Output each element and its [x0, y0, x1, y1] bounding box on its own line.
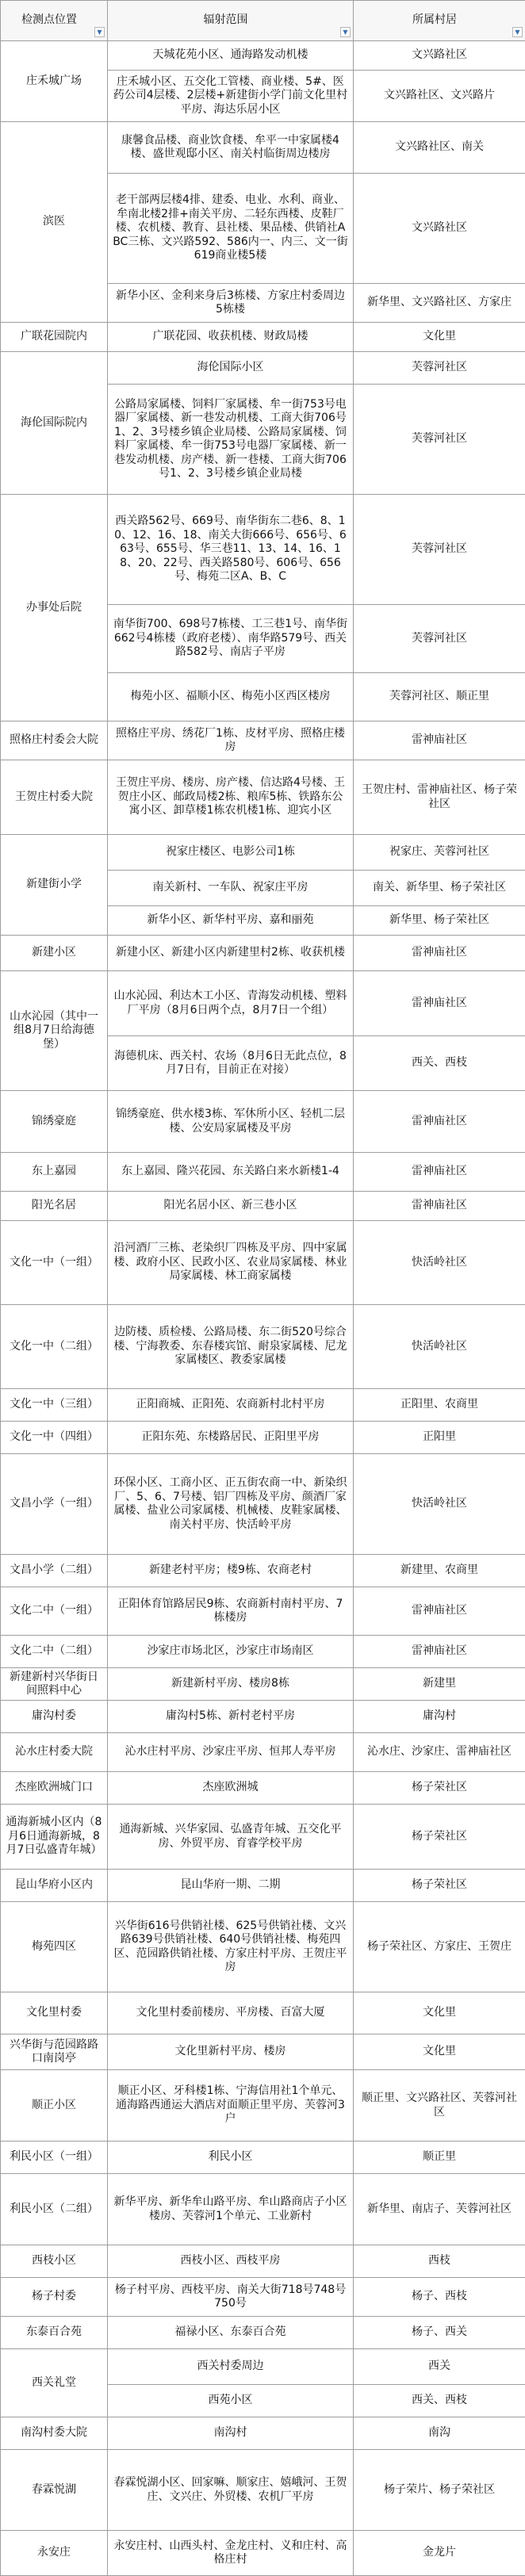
location-cell: 春霖悦湖 — [1, 2450, 108, 2531]
range-cell: 海德机床、西关村、农场（8月6日无此点位，8月7日有，目前正在对接） — [108, 1036, 354, 1091]
range-cell: 正阳体育馆路居民9栋、农商新村南村平房、7栋楼房 — [108, 1587, 354, 1636]
location-cell: 通海新城小区内（8月6日通海新城，8月7日弘盛青年城） — [1, 1805, 108, 1870]
village-cell: 文兴路社区 — [354, 174, 525, 284]
village-cell: 快活岭社区 — [354, 1305, 525, 1389]
table-row — [1, 2142, 525, 2174]
village-cell: 新华里、文兴路社区、方家庄 — [354, 284, 525, 323]
village-cell: 祝家庄、芙蓉河社区 — [354, 835, 525, 871]
village-cell: 杨子荣片、杨子荣社区 — [354, 2450, 525, 2531]
range-cell: 正阳东苑、东楼路居民、正阳里平房 — [108, 1422, 354, 1454]
table-row — [1, 2450, 525, 2531]
village-cell: 快活岭社区 — [354, 1221, 525, 1305]
header-row — [1, 1, 525, 41]
range-cell: 庄禾城小区、五交化工管楼、商业楼、5#、医药公司4层楼、2层楼+新建街小学门前文化里村平房、海达乐居小区 — [108, 71, 354, 122]
village-cell: 杨子荣社区、方家庄、王贺庄 — [354, 1902, 525, 1992]
village-cell: 雷神庙社区 — [354, 1636, 525, 1668]
range-cell: 公路局家属楼、饲料厂家属楼、牟一街753号电器厂家属楼、新一巷发动机楼、工商大街706号1、2、3号楼乡镇企业局楼、公路局家属楼、饲料厂家属楼、牟一街753号电器厂家属楼、新一巷发动机楼、房产楼、新一巷楼、工商大街706号1、2、3号楼乡镇企业局楼 — [108, 385, 354, 495]
location-cell: 杨子村委 — [1, 2278, 108, 2317]
range-cell: 西苑小区 — [108, 2385, 354, 2417]
range-cell: 杰座欧洲城 — [108, 1772, 354, 1805]
table-row — [1, 323, 525, 352]
location-cell: 文昌小学（一组） — [1, 1454, 108, 1555]
village-cell: 雷神庙社区 — [354, 936, 525, 971]
table-row — [1, 1636, 525, 1668]
table-row — [1, 971, 525, 1036]
location-cell: 照格庄村委会大院 — [1, 722, 108, 760]
location-cell: 文化一中（二组） — [1, 1305, 108, 1389]
village-cell: 快活岭社区 — [354, 1454, 525, 1555]
table-row — [1, 1733, 525, 1772]
location-cell: 庸沟村委 — [1, 1701, 108, 1733]
village-cell: 杨子荣社区 — [354, 1805, 525, 1870]
village-cell: 杨子、西枝 — [354, 2278, 525, 2317]
table-row — [1, 1902, 525, 1992]
column-header-village[interactable] — [354, 1, 525, 41]
location-cell: 梅苑四区 — [1, 1902, 108, 1992]
range-cell: 环保小区、工商小区、正五街农商一中、新染织厂、5、6、7号楼、铝厂四栋及平房、颜酒厂家属楼、盐业公司家属楼、机械楼、皮鞋家属楼、南关村平房、快活岭平房 — [108, 1454, 354, 1555]
location-cell: 新建新村兴华街日间照料中心 — [1, 1668, 108, 1701]
range-cell: 昆山华府一期、二期 — [108, 1870, 354, 1902]
table-row — [1, 1422, 525, 1454]
village-cell: 西枝 — [354, 2245, 525, 2278]
village-cell: 正阳里、农商里 — [354, 1389, 525, 1422]
table-row — [1, 2245, 525, 2278]
village-cell: 文兴路社区、南关 — [354, 122, 525, 174]
location-cell: 文化二中（二组） — [1, 1636, 108, 1668]
range-cell: 海伦国际小区 — [108, 352, 354, 385]
village-cell: 雷神庙社区 — [354, 1153, 525, 1192]
village-cell: 雷神庙社区 — [354, 971, 525, 1036]
location-cell: 滨医 — [1, 122, 108, 323]
table-row — [1, 495, 525, 605]
range-cell: 通海新城、兴华家园、弘盛青年城、五交化平房、外贸平房、育睿学校平房 — [108, 1805, 354, 1870]
range-cell: 文化里村委前楼房、平房楼、百富大厦 — [108, 1992, 354, 2034]
village-cell: 顺正里、文兴路社区、芙蓉河社区 — [354, 2070, 525, 2142]
range-cell: 新华小区、新华村平房、嘉和丽苑 — [108, 906, 354, 936]
village-cell: 新华里、南店子、芙蓉河社区 — [354, 2174, 525, 2245]
village-cell: 文化里 — [354, 1992, 525, 2034]
table-row — [1, 1870, 525, 1902]
village-cell: 沁水庄、沙家庄、雷神庙社区 — [354, 1733, 525, 1772]
village-cell: 西关 — [354, 2349, 525, 2385]
location-cell: 西关礼堂 — [1, 2349, 108, 2417]
table-row — [1, 1555, 525, 1587]
location-cell: 文昌小学（二组） — [1, 1555, 108, 1587]
table-row — [1, 1221, 525, 1305]
range-cell: 南华街700、698号7栋楼、工三巷1号、南华街662号4栋楼（政府老楼）、南华路579号、西关路582号、南店子平房 — [108, 605, 354, 673]
range-cell: 顺正小区、牙科楼1栋、宁海信用社1个单元、通海路西通运大酒店对面顺正里平房、芙蓉河3户 — [108, 2070, 354, 2142]
range-cell: 新建小区、新建小区内新建里村2栋、收获机楼 — [108, 936, 354, 971]
location-cell: 文化一中（三组） — [1, 1389, 108, 1422]
range-cell: 广联花园、收获机楼、财政局楼 — [108, 323, 354, 352]
village-cell: 雷神庙社区 — [354, 1091, 525, 1153]
table-row — [1, 2278, 525, 2317]
village-cell: 金龙片 — [354, 2531, 525, 2576]
range-cell: 正阳商城、正阳苑、农商新村北村平房 — [108, 1389, 354, 1422]
table-row — [1, 760, 525, 835]
location-cell: 杰座欧洲城门口 — [1, 1772, 108, 1805]
dropdown-arrow-icon[interactable]: ▼ — [512, 27, 523, 37]
village-cell: 杨子、西关 — [354, 2317, 525, 2349]
village-cell: 王贺庄村、雷神庙社区、杨子荣社区 — [354, 760, 525, 835]
table-row — [1, 1701, 525, 1733]
location-cell: 昆山华府小区内 — [1, 1870, 108, 1902]
village-cell: 南沟 — [354, 2417, 525, 2450]
village-cell: 文兴路社区、文兴路片 — [354, 71, 525, 122]
range-cell: 春霖悦湖小区、回家嘛、顺家庄、嬉峨河、王贺庄、文兴庄、外贸楼、农机厂平房 — [108, 2450, 354, 2531]
location-cell: 山水沁园（其中一组8月7日给海德堡） — [1, 971, 108, 1091]
location-cell: 文化二中（一组） — [1, 1587, 108, 1636]
range-cell: 南沟村 — [108, 2417, 354, 2450]
range-cell: 庸沟村5栋、新村老村平房 — [108, 1701, 354, 1733]
table-row — [1, 41, 525, 71]
village-cell: 文化里 — [354, 323, 525, 352]
village-cell: 芙蓉河社区 — [354, 385, 525, 495]
table-row — [1, 2070, 525, 2142]
range-cell: 照格庄平房、绣花厂1栋、皮材平房、照格庄楼房 — [108, 722, 354, 760]
village-cell: 芙蓉河社区 — [354, 605, 525, 673]
table-row — [1, 352, 525, 385]
village-cell: 芙蓉河社区 — [354, 495, 525, 605]
table-row — [1, 936, 525, 971]
range-cell: 兴华街616号供销社楼、625号供销社楼、文兴路639号供销社楼、640号供销社楼、梅苑四区、范园路供销社楼、方家庄村平房、王贺庄平房 — [108, 1902, 354, 1992]
range-cell: 祝家庄楼区、电影公司1栋 — [108, 835, 354, 871]
table-row — [1, 1305, 525, 1389]
table-body — [1, 41, 525, 2576]
range-cell: 山水沁园、利达木工小区、青海发动机楼、塑料厂平房（8月6日两个点，8月7日一个组） — [108, 971, 354, 1036]
range-cell: 永安庄村、山西头村、金龙庄村、义和庄村、高格庄村 — [108, 2531, 354, 2576]
range-cell: 东上嘉园、隆兴花园、东关路白来水新楼1-4 — [108, 1153, 354, 1192]
range-cell: 锦绣豪庭、供水楼3栋、军休所小区、轻机二层楼、公安局家属楼及平房 — [108, 1091, 354, 1153]
column-header-range[interactable] — [108, 1, 354, 41]
range-cell: 沿河酒厂三栋、老染织厂四栋及平房、四中家属楼、政府小区、民政小区、农业局家属楼、林业局家属楼、林工商家属楼 — [108, 1221, 354, 1305]
village-cell: 杨子荣社区 — [354, 1870, 525, 1902]
range-cell: 王贺庄平房、楼房、房产楼、信达路4号楼、王贺庄小区、邮政局楼2栋、粮库5栋、铁路东公寓小区、卸草楼1栋农机楼1栋、迎宾小区 — [108, 760, 354, 835]
range-cell: 福禄小区、东泰百合苑 — [108, 2317, 354, 2349]
location-cell: 锦绣豪庭 — [1, 1091, 108, 1153]
village-cell: 芙蓉河社区 — [354, 352, 525, 385]
table-row — [1, 835, 525, 871]
range-cell: 南关新村、一车队、祝家庄平房 — [108, 871, 354, 906]
range-cell: 阳光名居小区、新三巷小区 — [108, 1192, 354, 1221]
table-row — [1, 1153, 525, 1192]
village-cell: 顺正里 — [354, 2142, 525, 2174]
range-cell: 利民小区 — [108, 2142, 354, 2174]
location-cell: 西枝小区 — [1, 2245, 108, 2278]
range-cell: 沁水庄村平房、沙家庄平房、恒邦人寿平房 — [108, 1733, 354, 1772]
village-cell: 雷神庙社区 — [354, 1192, 525, 1221]
village-cell: 西关、西枝 — [354, 1036, 525, 1091]
location-cell: 新建街小学 — [1, 835, 108, 936]
village-cell: 西关、西枝 — [354, 2385, 525, 2417]
location-cell: 办事处后院 — [1, 495, 108, 722]
column-header-label: 检测点位置 — [6, 13, 102, 28]
location-cell: 阳光名居 — [1, 1192, 108, 1221]
table-row — [1, 2174, 525, 2245]
location-cell: 新建小区 — [1, 936, 108, 971]
range-cell: 新建老村平房；楼9栋、农商老村 — [108, 1555, 354, 1587]
village-cell: 新华里、杨子荣社区 — [354, 906, 525, 936]
village-cell: 正阳里 — [354, 1422, 525, 1454]
range-cell: 新华小区、金利来身后3栋楼、方家庄村委周边5栋楼 — [108, 284, 354, 323]
location-cell: 东上嘉园 — [1, 1153, 108, 1192]
village-cell: 南关、新华里、杨子荣社区 — [354, 871, 525, 906]
village-cell: 文化里 — [354, 2034, 525, 2070]
location-cell: 南沟村委大院 — [1, 2417, 108, 2450]
range-cell: 新华平房、新华牟山路平房、牟山路商店子小区楼房、芙蓉河1个单元、工业新村 — [108, 2174, 354, 2245]
table-row — [1, 1454, 525, 1555]
range-cell: 文化里新村平房、楼房 — [108, 2034, 354, 2070]
table-row — [1, 722, 525, 760]
table-row — [1, 1192, 525, 1221]
range-cell: 西关路562号、669号、南华街东二巷6、8、10、12、16、18、南关大街666号、656号、663号、655号、华三巷11、13、14、16、18、20、22号、西关路580号、606号、656号、梅苑二区A、B、C — [108, 495, 354, 605]
range-cell: 康馨食品楼、商业饮食楼、牟平一中家属楼4楼、盛世观邸小区、南关村临街周边楼房 — [108, 122, 354, 174]
table-row — [1, 1772, 525, 1805]
range-cell: 老干部两层楼4排、建委、电业、水利、商业、牟南北楼2排+南关平房、二轻东西楼、皮鞋厂楼、农机楼、教育、县社楼、果品楼、供销社ABC三栋、文兴路592、586内一、内三、文一街619商业楼5楼 — [108, 174, 354, 284]
location-cell: 王贺庄村委大院 — [1, 760, 108, 835]
range-cell: 西关村委周边 — [108, 2349, 354, 2385]
location-cell: 利民小区（二组） — [1, 2174, 108, 2245]
location-cell: 利民小区（一组） — [1, 2142, 108, 2174]
column-header-label: 辐射范围 — [113, 13, 348, 28]
column-header-label: 所属村居 — [358, 13, 520, 28]
table-row — [1, 1389, 525, 1422]
location-cell: 沁水庄村委大院 — [1, 1733, 108, 1772]
range-cell: 边防楼、质检楼、公路局楼、东二街520号综合楼、宁海教委、东春楼宾馆、耐泉家属楼、尼龙家属楼区、教委家属楼 — [108, 1305, 354, 1389]
range-cell: 杨子村平房、西枝平房、南关大街718号748号750号 — [108, 2278, 354, 2317]
location-cell: 文化一中（四组） — [1, 1422, 108, 1454]
dropdown-arrow-icon[interactable]: ▼ — [340, 27, 351, 37]
range-cell: 天城花苑小区、通海路发动机楼 — [108, 41, 354, 71]
table-row — [1, 2317, 525, 2349]
village-cell: 杨子荣社区 — [354, 1772, 525, 1805]
location-cell: 东泰百合苑 — [1, 2317, 108, 2349]
village-cell: 芙蓉河社区、顺正里 — [354, 673, 525, 722]
table-row — [1, 122, 525, 174]
village-cell: 新建里 — [354, 1668, 525, 1701]
village-cell: 雷神庙社区 — [354, 1587, 525, 1636]
dropdown-arrow-icon[interactable]: ▼ — [94, 27, 105, 37]
range-cell: 西枝小区、西枝平房 — [108, 2245, 354, 2278]
table-row — [1, 1805, 525, 1870]
table-row — [1, 1668, 525, 1701]
location-cell: 文化里村委 — [1, 1992, 108, 2034]
location-cell: 兴华街与范园路路口南岗亭 — [1, 2034, 108, 2070]
table-row — [1, 2034, 525, 2070]
location-cell: 永安庄 — [1, 2531, 108, 2576]
table-row — [1, 1091, 525, 1153]
village-cell: 新建里、农商里 — [354, 1555, 525, 1587]
location-cell: 顺正小区 — [1, 2070, 108, 2142]
village-cell: 文兴路社区 — [354, 41, 525, 71]
range-cell: 梅苑小区、福顺小区、梅苑小区西区楼房 — [108, 673, 354, 722]
table-row — [1, 2417, 525, 2450]
location-cell: 海伦国际院内 — [1, 352, 108, 495]
range-cell: 沙家庄市场北区，沙家庄市场南区 — [108, 1636, 354, 1668]
location-cell: 广联花园院内 — [1, 323, 108, 352]
table-row — [1, 1992, 525, 2034]
column-header-location[interactable] — [1, 1, 108, 41]
table-row — [1, 2349, 525, 2385]
table-row — [1, 1587, 525, 1636]
village-cell: 庸沟村 — [354, 1701, 525, 1733]
location-cell: 文化一中（一组） — [1, 1221, 108, 1305]
village-cell: 雷神庙社区 — [354, 722, 525, 760]
location-cell: 庄禾城广场 — [1, 41, 108, 122]
range-cell: 新建新村平房、楼房8栋 — [108, 1668, 354, 1701]
